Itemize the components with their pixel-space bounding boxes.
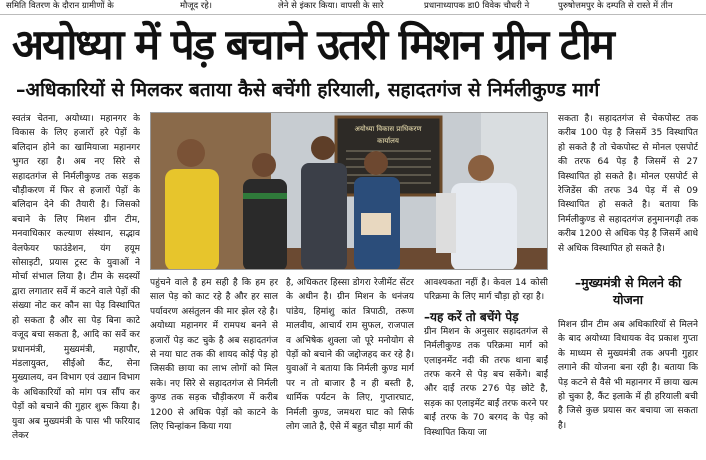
article-text-col2: पहुंचने वाले है हम सही है कि हम हर साल पेड़ को काट रहे है और हर साल पर्यावरण असंतुलन की मार झेल रहे है। अयोध्या महानगर में रामपथ बनने से हजारों पेड़ कट चुके है अब सहादतगंज से नया घाट तक की शायद कोई पेड़ हो जिसकी छाया का लाभ लोगों को मिल सके। नए सिरे से सहादतगंज से निर्मली कुण्ड तक सड़क चौड़ीकरण में करीब 1200 से अधिक पेड़ों को काटने के लिए चिन्हांकन किया गया [150, 278, 278, 433]
article-column-4 [424, 276, 548, 456]
article-text-col4: ग्रीन मिशन के अनुसार सहादतगंज से निर्मलीकुण्ड तक परिक्रमा मार्ग को एलाइनमेंट नदी की तरफ थाना बाईं तरफ करने से पेड़ बच सकेंगे। बाईं और दाईं तरफ 276 पेड़ छोटे है, सड़क का एलाइमेंट बाईं तरफ करने पर बाईं तरफ के 70 बरगद के पेड़ को विस्थापित किया जा [424, 326, 548, 438]
article-column-6 [558, 318, 698, 458]
subheadline: –अधिकारियों से मिलकर बताया कैसे बचेंगी हरियाली, सहादतगंज से निर्मलीकुण्ड मार्ग [16, 79, 600, 101]
sign-text-2: कार्यालय [377, 137, 399, 145]
article-text-col3: है, अधिकतर हिस्सा डोगरा रेजीमेंट सेंटर के अधीन है। ग्रीन मिशन के धनंजय पांडेय, हिमांशु कांत त्रिपाठी, तरूण मालवीय, आचार्य राम सुफल, राजपाल व अभिषेक शुक्ला जो पूरे मनोयोग से पेड़ों को बचाने की जद्दोजहद कर रहे है। युवाओं ने बताया कि निर्मली कुण्ड मार्ग पर न तो बाजार है न ही बस्ती है, धार्मिक पर्यटन के लिए, गुप्तारघाट, निर्मली कुण्ड, जमथरा घाट को सिर्फ लोग जाते है, ऐसे में बहुत चौड़ा मार्ग की [286, 278, 414, 433]
article-text-col1: स्वतंत्र चेतना, अयोध्या। महानगर के विकास के लिए हजारों हरे पेड़ों के बलिदान होने का खामियाजा महानगर भुगत रहा है। अब नए सिरे से सहादतगंज से निर्मलीकुण्ड तक सड़क चौड़ीकरण में फिर से हजारों पेड़ों के बलिदान देने की तैयारी है। जिसको बचाने के लिए मिशन ग्रीन टीम, मनवाधिकार कल्याण संस्थान, सद्भाव वेलफेयर फाउंडेशन, यंग हयूम सोसाइटी, प्रयास ट्रस्ट के युवाओं ने मोर्चा संभाल लिया है। टीम के सदस्यों द्वारा लगातार सर्वे में कटने वाले पेड़ों की संख्या नोट कर कौन सा पेड़ विस्थापित हो सकता है और सा पेड़ बिना काटे वजूद बचा सकता है, आदि का सर्वे कर प्रधानमंत्री, मुख्यमंत्री, महापौर, मंडलायुक्त, सीईओ कैंट, सेना मुख्यालय, वन विभाग एवं उद्यान विभाग के अधिकारियों को मांग पत्र सौंप कर पेड़ों को बचाने की गुहार शुरू किया है। युवा अब मुख्यमंत्री के पास भी फरियाद लेकर [12, 114, 140, 441]
section-heading-save-trees: –यह करें तो बचेंगे पेड़ [424, 309, 519, 324]
article-column-1 [12, 112, 140, 457]
strip-text-1: समिति वितरण के दौरान ग्रामीणों के [6, 1, 114, 11]
top-strip [0, 0, 706, 15]
article-column-5 [558, 112, 698, 270]
article-text-col4-intro: आवश्यकता नहीं है। केवल 14 कोसी परिक्रमा के लिए मार्ग चौड़ा हो रहा है। [424, 278, 548, 303]
news-photo [150, 112, 548, 270]
section-heading-cm-meeting: –मुख्यमंत्री से मिलने की योजना [574, 275, 682, 307]
article-text-col6: मिशन ग्रीन टीम अब अधिकारियों से मिलने के बाद अयोध्या विधायक वेद प्रकाश गुप्ता के माध्यम से मुख्यमंत्री तक अपनी गुहार लगाने की योजना बना रही है। बताया कि पेड़ कटने से वैसे भी महानगर में छाया खत्म हो चुका है, कैंट इलाके में ही हरियाली बची है जिसे कुछ प्रयास कर बचाया जा सकता है। [558, 320, 698, 431]
article-column-2 [150, 276, 278, 456]
sign-text-1: अयोध्या विकास प्राधिकरण [354, 125, 422, 133]
strip-text-5: पुरुषोत्तमपुर के दम्पति से रास्ते में तीन [558, 1, 673, 11]
strip-text-3: लेने से इंकार किया। वापसी के सारे [278, 1, 384, 11]
article-text-col5: सकता है। सहादतगंज से चेकपोस्ट तक करीब 100 पेड़ है जिसमें 35 विस्थापित हो सकते है तो चेकपोस्ट से मोनल एसपोर्ट की तरफ 64 पेड़ है जिसमें से 27 विस्थापित हो सकते है। मोनल एसपोर्ट से रेजिडेंस की तरफ 34 पेड़ में से 09 विस्थापित हो सकते है। बताया कि निर्मलीकुण्ड से सहादतगंज हनुमानगढ़ी तक करीब 1200 से अधिक पेड़ है जिसमें आधे से अधिक विस्थापित हो सकते है। [558, 114, 698, 254]
headline: अयोध्या में पेड़ बचाने उतरी मिशन ग्रीन टीम [12, 20, 613, 69]
article-column-3 [286, 276, 414, 456]
strip-text-4: प्रधानाध्यापक डा0 विवेक चौधरी ने [424, 1, 530, 11]
strip-text-2: मौजूद रहे। [180, 1, 213, 11]
